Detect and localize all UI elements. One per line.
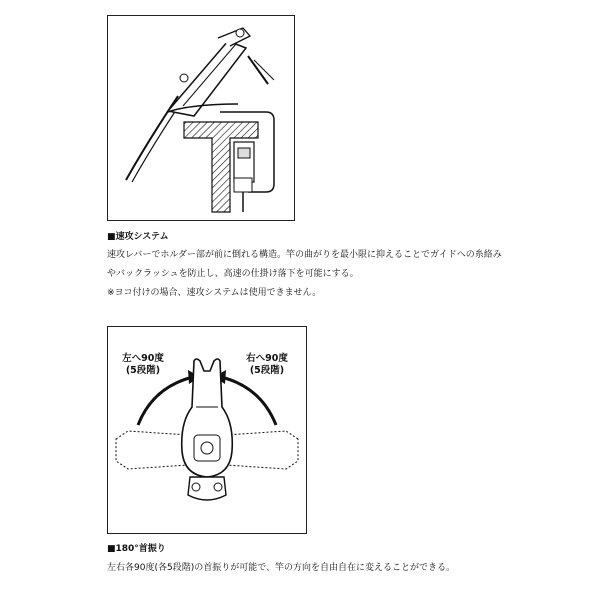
section2-heading: ■180°首振り: [107, 544, 166, 554]
swivel-illustration: [107, 326, 307, 534]
left-rotation-label: [118, 353, 168, 377]
rod-holder-tilt-drawing: [108, 16, 294, 220]
section1-body-line1: 速攻レバーでホルダー部が前に倒れる構造。竿の曲がりを最小限に抑えることでガイドへの糸絡み: [107, 250, 502, 260]
section1-body-line2: やバックラッシュを防止し、高速の仕掛け落下を可能にする。: [107, 269, 359, 279]
right-rotation-label: [242, 353, 292, 377]
section2-body: 左右各90度(各5段階)の首振りが可能で、竿の方向を自由自在に変えることができる。: [107, 563, 456, 573]
left-rotation-degrees: 左へ90度: [122, 353, 164, 364]
section1-note: ※ヨコ付けの場合、速攻システムは使用できません。: [107, 288, 322, 298]
left-rotation-steps: (5段階): [125, 365, 161, 376]
right-rotation-degrees: 右へ90度: [246, 353, 288, 364]
section1-heading: ■速攻システム: [107, 232, 169, 242]
right-rotation-steps: (5段階): [249, 365, 285, 376]
quick-attack-illustration: [107, 15, 295, 221]
